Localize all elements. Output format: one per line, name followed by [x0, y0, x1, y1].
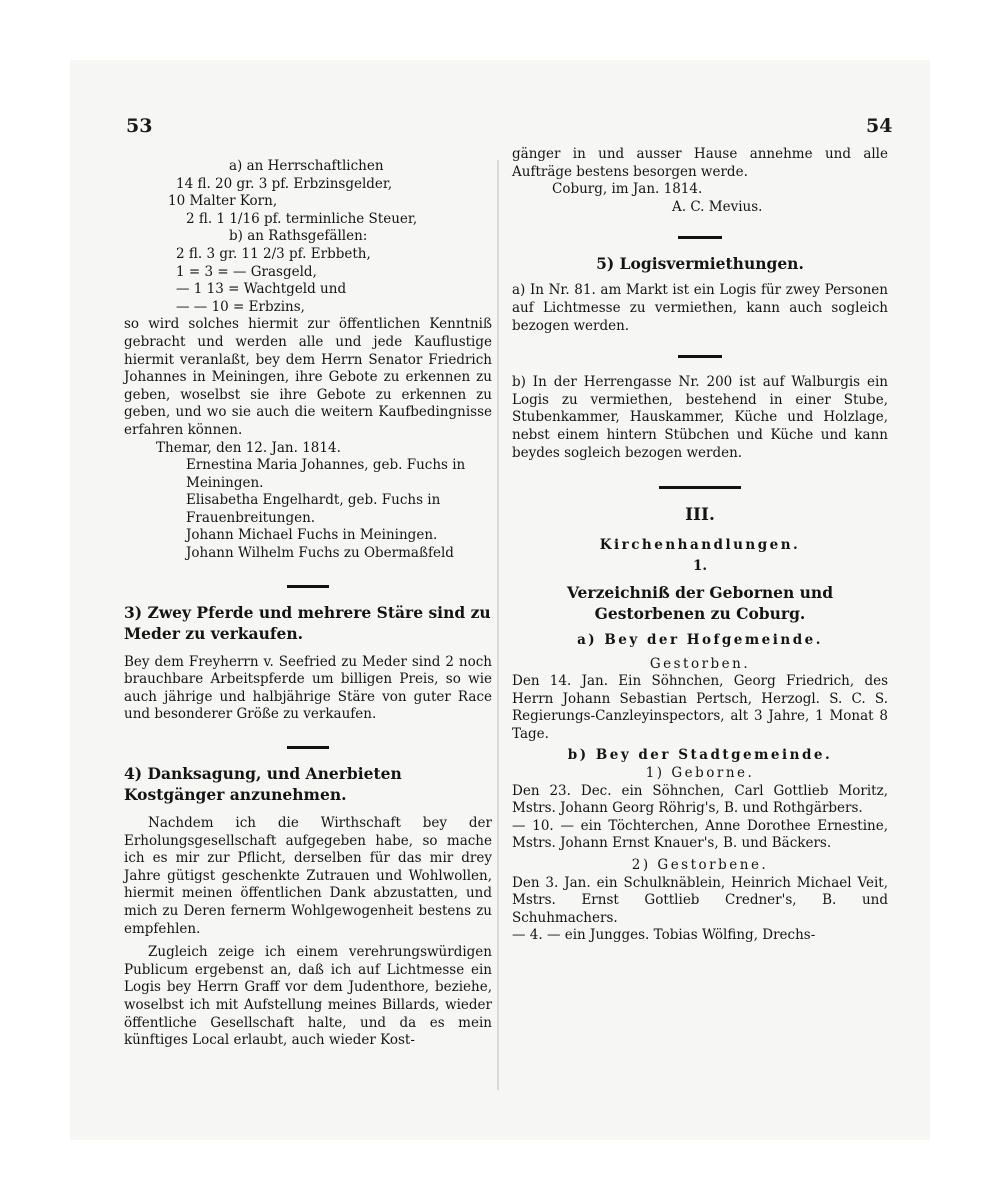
church-subnumber: 1.	[692, 558, 708, 575]
assets-line: 14 fl. 20 gr. 3 pf. Erbzinsgelder,	[176, 175, 393, 192]
section-4-paragraph: Nachdem ich die Wirthschaft bey der Erholungsgesellschaft aufgegeben habe, so mache ich es mir zur Pflicht, derselben für das mir drey Jahre gütigst geschenkte Zutrauen und Wohlwollen, hiermit meinen öffentlichen Dank abzustatten, und mich zu Deren fernerm Wohlgewogenheit bestens zu empfehlen.	[124, 815, 492, 937]
continuation-signature: A. C. Mevius.	[672, 198, 763, 215]
section-divider	[678, 236, 722, 239]
assets-line: — — 10 = Erbzins,	[176, 298, 305, 315]
section-4-paragraph: Zugleich zeige ich einem verehrungswürdigen Publicum ergebenst an, daß ich auf Lichtmesse ein Logis bey Herrn Graff vor dem Judenthore, beziehe, woselbst ich mit Aufstellung meines Billards, wieder öffentliche Gesellschaft halte, und da es mein künftiges Local erlaubt, auch wieder Kost-	[124, 944, 492, 1049]
signatory: Johann Michael Fuchs in Meiningen.	[186, 527, 438, 544]
section-3-heading: 3) Zwey Pferde und mehrere Stäre sind zu Meder zu verkaufen.	[124, 602, 491, 643]
town-death-entry: Den 3. Jan. ein Schulknäblein, Heinrich Michael Veit, Mstrs. Ernst Gottlieb Credner's, B. und Schuhmachers.	[512, 874, 888, 926]
section-5-heading: 5) Logisvermiethungen.	[596, 254, 804, 274]
continuation-text: gänger in und ausser Hause annehme und alle Aufträge bestens besorgen werde.	[512, 146, 888, 180]
left-column	[124, 158, 492, 1050]
sale-paragraph: so wird solches hiermit zur öffentlichen Kenntniß gebracht und werden alle und jede Kauflustige hiermit veranlaßt, bey dem Herrn Senator Friedrich Johannes in Meiningen, ihre Gebote zu erkennen zu geben, woselbst sie ihre Gebote zu erkennen zu geben, und wo sie auch die weitern Kaufbedingnisse erfahren können.	[124, 316, 492, 438]
assets-line: 2 fl. 1 1/16 pf. terminliche Steuer,	[186, 210, 418, 227]
registry-heading: Verzeichniß der Gebornen und Gestorbenen zu Coburg.	[566, 582, 834, 623]
right-column	[512, 146, 888, 945]
part-numeral: III.	[685, 505, 715, 526]
section-5-entry-b: b) In der Herrengasse Nr. 200 ist auf Walburgis ein Logis zu vermiethen, bestehend in einer Stube, Stubenkammer, Hauskammer, Küche und Holzlage, nebst einem hintern Stübchen und Küche und kann beydes sogleich bezogen werden.	[512, 374, 888, 461]
town-birth-entry: — 10. — ein Töchterchen, Anne Dorothee Ernestine, Mstrs. Johann Ernst Knauer's, B. und Bäckers.	[512, 817, 888, 852]
town-parish-heading: b) Bey der Stadtgemeinde.	[567, 747, 833, 764]
court-deaths-label: Gestorben.	[649, 655, 751, 672]
church-heading: Kirchenhandlungen.	[599, 536, 801, 553]
date-line: Themar, den 12. Jan. 1814.	[156, 439, 341, 456]
town-deaths-label: 2) Gestorbene.	[631, 857, 769, 874]
section-divider	[678, 355, 722, 358]
assets-line: 2 fl. 3 gr. 11 2/3 pf. Erbbeth,	[176, 245, 371, 262]
assets-line: 1 = 3 = — Grasgeld,	[176, 263, 317, 280]
section-divider	[287, 746, 329, 749]
signatory: Johann Wilhelm Fuchs zu Obermaßfeld	[186, 545, 454, 562]
assets-line: — 1 13 = Wachtgeld und	[176, 281, 347, 298]
page-fold	[497, 160, 499, 1090]
town-birth-entry: Den 23. Dec. ein Söhnchen, Carl Gottlieb Moritz, Mstrs. Johann Georg Röhrig's, B. und Rothgärbers.	[512, 782, 888, 817]
section-5-entry-a: a) In Nr. 81. am Markt ist ein Logis für zwey Personen auf Lichtmesse zu vermiethen, kann auch sogleich bezogen werden.	[512, 282, 888, 334]
assets-line: b) an Rathsgefällen:	[229, 228, 368, 245]
section-3-text: Bey dem Freyherrn v. Seefried zu Meder sind 2 noch brauchbare Arbeitspferde um billigen Preis, so wie auch jährige und halbjährige Stäre von guter Race und besonderer Größe zu verkaufen.	[124, 653, 492, 723]
assets-line: a) an Herrschaftlichen	[229, 158, 384, 174]
court-death-entry: Den 14. Jan. Ein Söhnchen, Georg Friedrich, des Herrn Johann Sebastian Pertsch, Herzogl. S. C. S. Regierungs-Canzleyinspectors, alt 3 Jahre, 1 Monat 8 Tage.	[512, 673, 888, 742]
signatory: Ernestina Maria Johannes, geb. Fuchs in Meiningen.	[186, 457, 466, 491]
section-4-heading: 4) Danksagung, und Anerbieten Kostgänger anzunehmen.	[124, 764, 402, 805]
town-births-label: 1) Geborne.	[645, 765, 755, 782]
page-number-right: 54	[866, 115, 893, 137]
signatory-list	[124, 457, 492, 563]
assets-list	[124, 158, 492, 316]
continuation-date: Coburg, im Jan. 1814.	[552, 181, 703, 198]
signatory: Elisabetha Engelhardt, geb. Fuchs in Frauenbreitungen.	[186, 492, 441, 526]
section-divider	[659, 486, 741, 489]
assets-line: 10 Malter Korn,	[168, 193, 278, 210]
section-divider	[287, 585, 329, 588]
town-death-entry: — 4. — ein Jungges. Tobias Wölfing, Drechs-	[512, 927, 816, 944]
page-number-left: 53	[126, 115, 153, 137]
court-parish-heading: a) Bey der Hofgemeinde.	[577, 631, 823, 648]
